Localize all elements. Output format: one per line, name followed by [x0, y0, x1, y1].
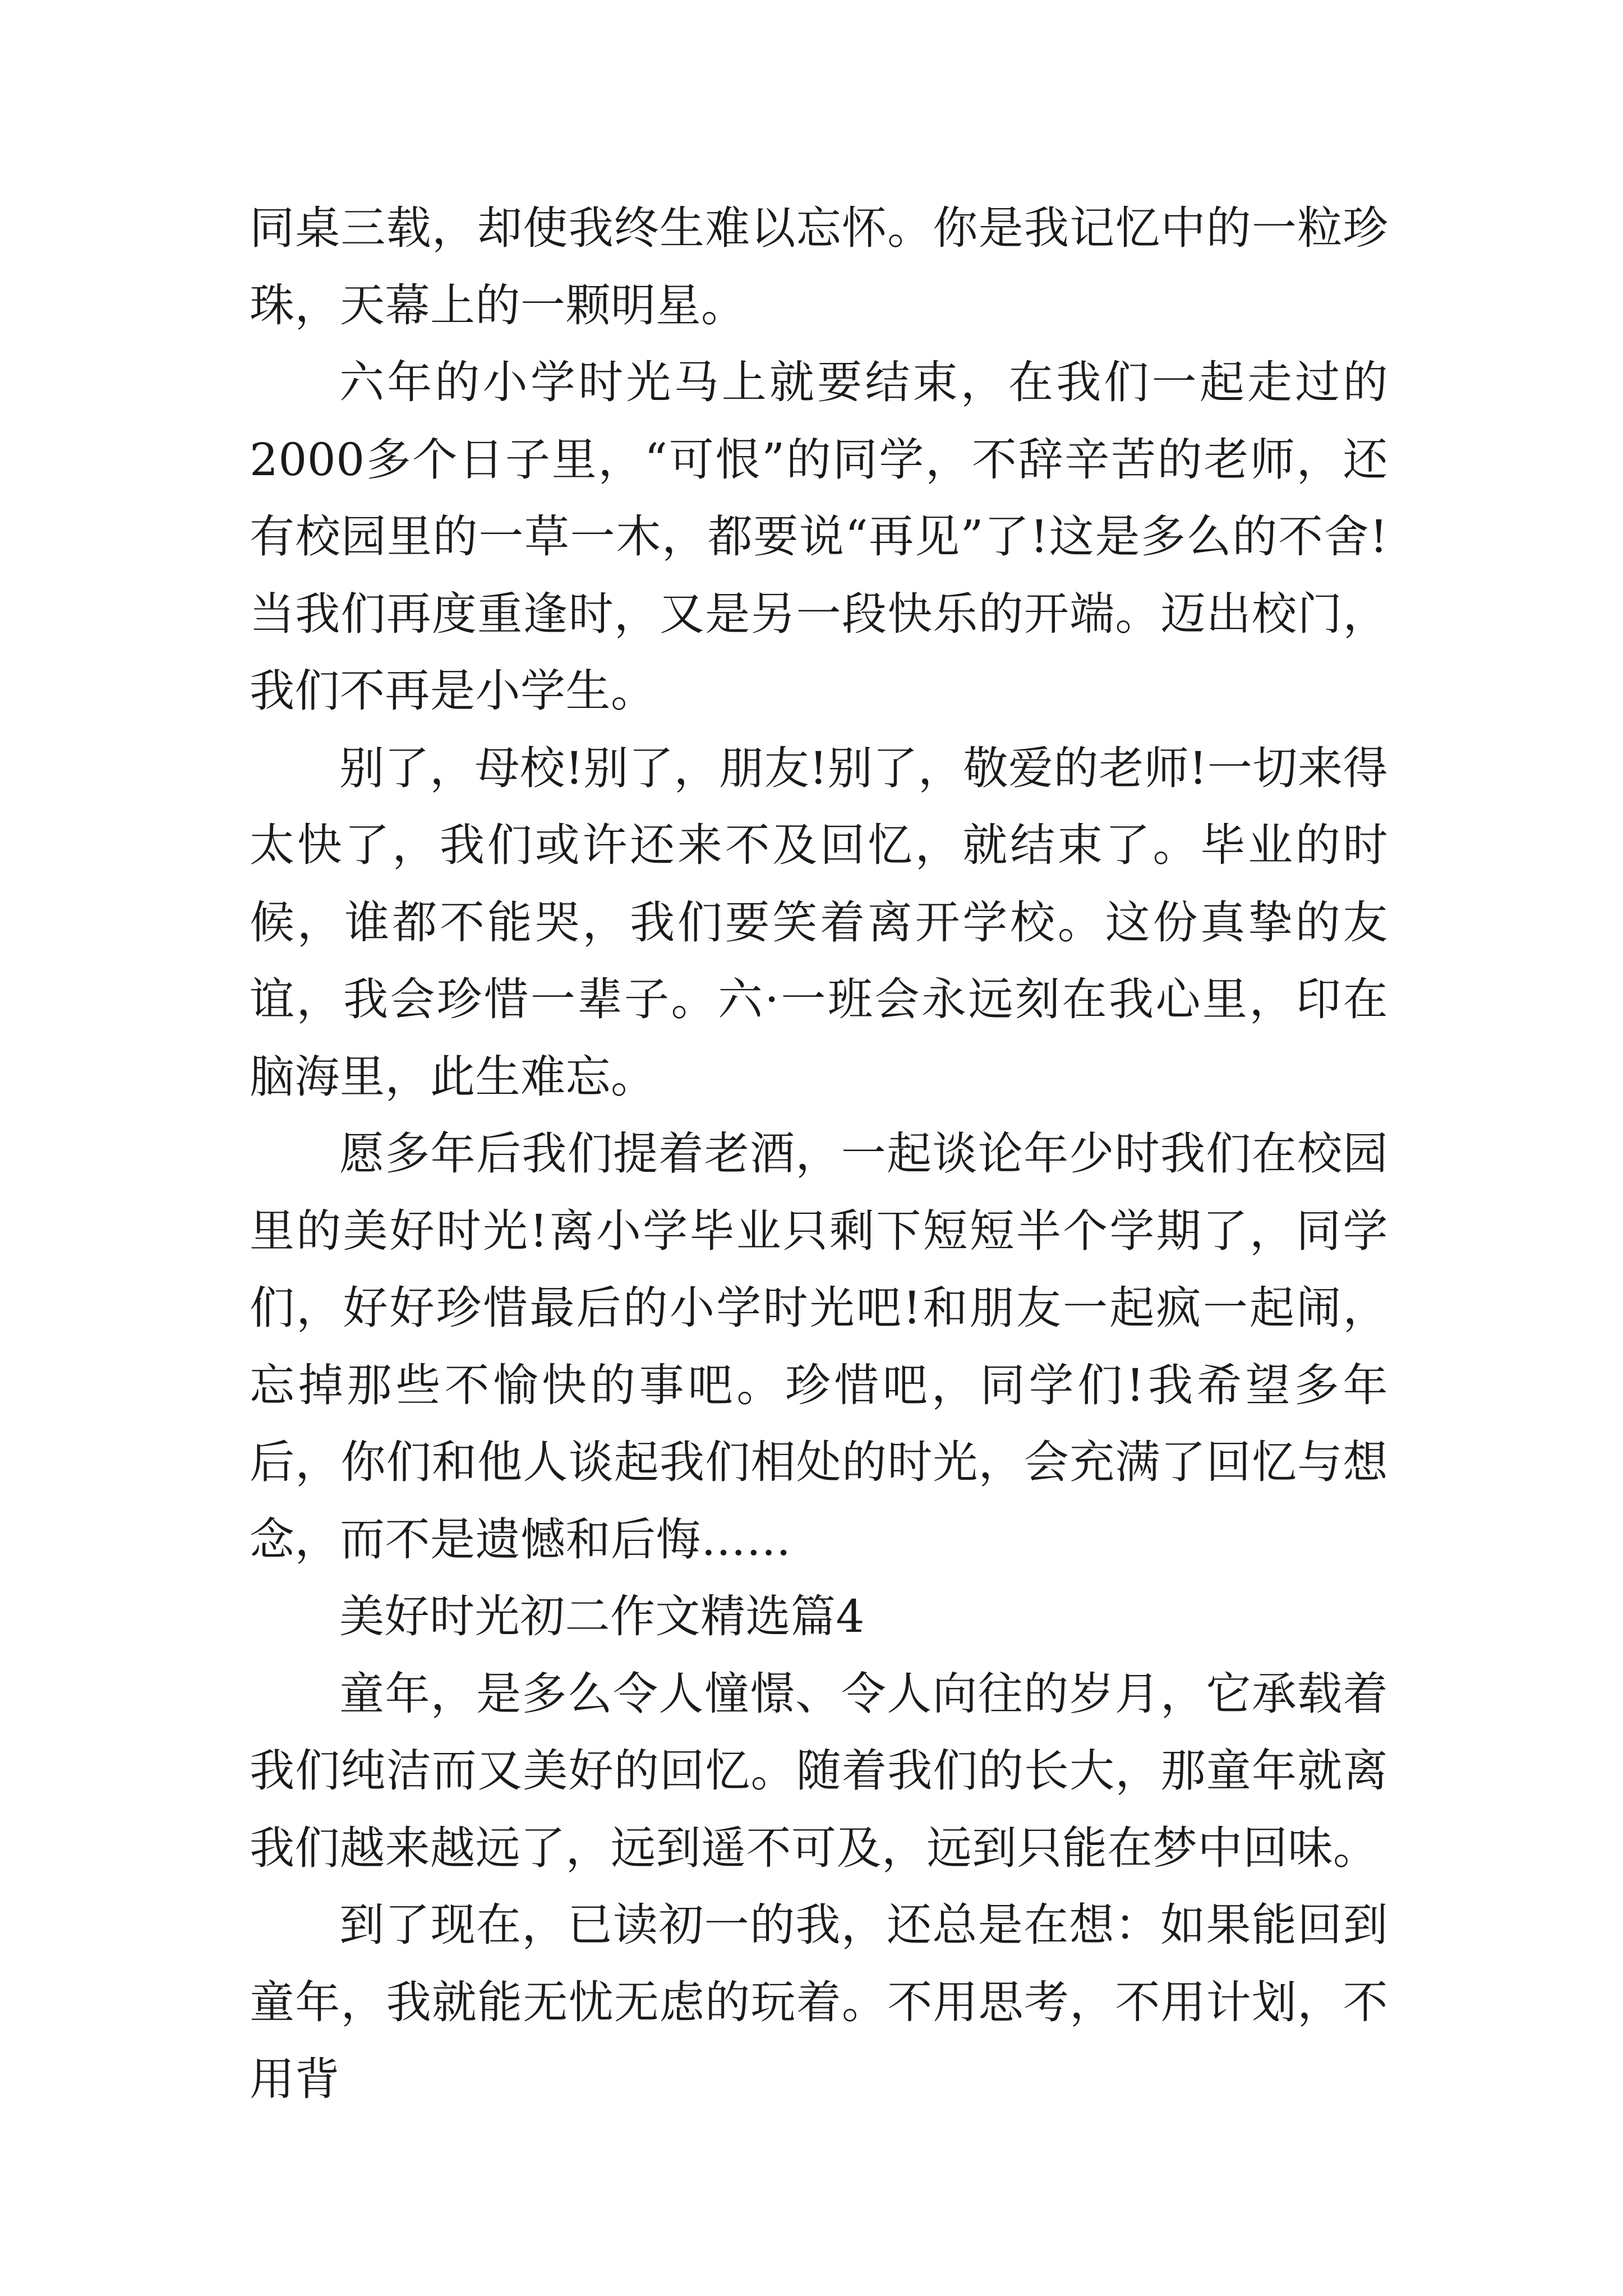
document-body: [250, 190, 1388, 2118]
paragraph-4: 愿多年后我们提着老酒，一起谈论年少时我们在校园里的美好时光!离小学毕业只剩下短短半个学期了，同学们，好好珍惜最后的小学时光吧!和朋友一起疯一起闹，忘掉那些不愉快的事吧。珍惜吧，同学们!我希望多年后，你们和他人谈起我们相处的时光，会充满了回忆与想念，而不是遗憾和后悔……: [250, 1128, 1388, 1566]
paragraph-5: 童年，是多么令人憧憬、令人向往的岁月，它承载着我们纯洁而又美好的回忆。随着我们的长大，那童年就离我们越来越远了，远到遥不可及，远到只能在梦中回味。: [250, 1667, 1388, 1874]
paragraph-3: 别了，母校!别了，朋友!别了，敬爱的老师!一切来得太快了，我们或许还来不及回忆，就结束了。毕业的时候，谁都不能哭，我们要笑着离开学校。这份真挚的友谊，我会珍惜一辈子。六·一班会永远刻在我心里，印在脑海里，此生难忘。: [250, 742, 1388, 1103]
paragraph-1: 同桌三载，却使我终生难以忘怀。你是我记忆中的一粒珍珠，天幕上的一颗明星。: [250, 202, 1388, 332]
section-heading: 美好时光初二作文精选篇4: [339, 1590, 865, 1642]
paragraph-2: 六年的小学时光马上就要结束，在我们一起走过的2000多个日子里，“可恨”的同学，不辞辛苦的老师，还有校园里的一草一木，都要说“再见”了!这是多么的不舍!当我们再度重逢时，又是另一段快乐的开端。迈出校门，我们不再是小学生。: [250, 356, 1388, 717]
paragraph-6: 到了现在，已读初一的我，还总是在想：如果能回到童年，我就能无忧无虑的玩着。不用思考，不用计划，不用背: [250, 1899, 1388, 2105]
